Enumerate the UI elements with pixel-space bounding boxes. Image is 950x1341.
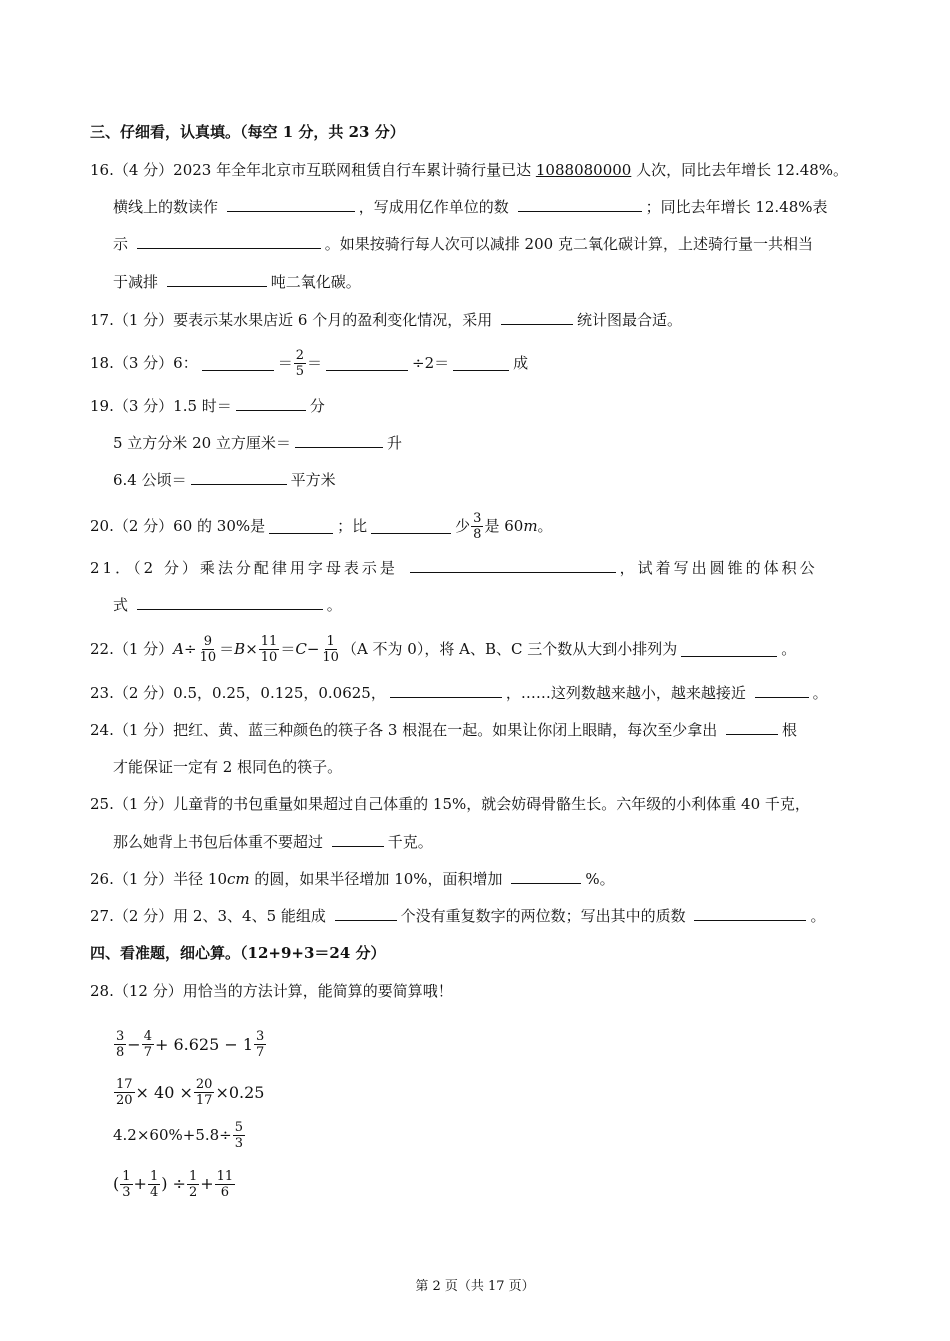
q16-text-5: 于减排 [113,273,163,291]
q20-text-5: 8 [473,526,482,542]
q28-e2-text-5: 17 [195,1093,213,1108]
q28-e1-text-3: − [127,1034,141,1054]
q18-text-6: ÷2＝ [412,354,450,372]
q25-text: 那么她背上书包后体重不要超过 [113,833,328,851]
question-22 [90,632,796,666]
question-19-line-3 [113,470,336,490]
question-16 [90,160,848,180]
answer-blank[interactable] [681,642,777,657]
question-25: 25.（1 分）儿童背的书包重量如果超过自己体重的 15%，就会妨碍骨骼生长。六年级的小利体重 40 千克， [90,795,810,813]
q28-e1-text-8: 7 [256,1045,265,1060]
q28-e2-text-6: ×0.25 [215,1082,265,1102]
q28-e3-text-2: 5 [234,1119,244,1135]
q28-e4-text-8: 1 [188,1168,198,1184]
q22-text: 22.（1 分） [90,640,174,658]
q28-e4-text-7: ) ÷ [161,1174,186,1193]
answer-blank[interactable] [191,470,287,485]
q23-text-2: ，……这列数越来越小，越来越接近 [505,684,751,702]
answer-blank[interactable] [453,356,509,371]
q18-text-4: 5 [295,363,305,379]
q16-read-label: 横线上的数读作 [113,198,223,216]
q23-text-3: 。 [812,684,828,702]
q16-text-6: 吨二氧化碳。 [270,273,361,291]
q20-text-4: 3 [473,510,482,526]
expression-3 [113,1113,246,1157]
q22-text-6: ＝ [219,640,235,658]
fraction [259,634,280,665]
q27-text-3: 。 [810,907,826,925]
fraction [471,511,483,542]
q28-e1-text-7: 3 [256,1029,265,1044]
q28-e4-text-6: 4 [149,1184,159,1200]
question-21 [90,558,818,578]
q19-text-3: 5 立方分米 20 立方厘米＝ [113,434,291,452]
q18-text-5: ＝ [307,354,323,372]
q21-text: 21．（2 分）乘法分配律用字母表示是 [90,559,406,577]
q22-text-10: 10 [260,649,278,665]
fraction [148,1169,160,1200]
answer-blank[interactable] [326,356,408,371]
answer-blank[interactable] [295,433,383,448]
answer-blank[interactable] [227,197,355,212]
question-26 [90,869,615,889]
q16-text-4: 。如果按骑行每人次可以减排 200 克二氧化碳计算，上述骑行量一共相当 [324,235,813,253]
answer-blank[interactable] [511,869,581,884]
fraction [114,1029,126,1060]
q28-e4-text-4: + [133,1174,147,1193]
q16-growth-label: ；同比去年增长 12.48%表 [645,198,828,216]
q16-text-3: 示 [113,235,133,253]
q28-e1-text-2: 8 [116,1045,125,1060]
q27-text-2: 个没有重复数字的两位数；写出其中的质数 [400,907,691,925]
q19-text-6: 平方米 [290,471,336,489]
q16-text-2: 人次，同比去年增长 12.48%。 [631,161,849,179]
section-3-title: 三、仔细看，认真填。（每空 1 分，共 23 分） [90,123,405,141]
fraction [233,1120,245,1151]
question-16-line-2 [113,197,828,217]
question-20 [90,509,553,543]
q28-e4-text-10: + [200,1174,214,1193]
question-17 [90,310,682,330]
q26-text-4: %。 [585,870,615,888]
q28-e2-text: 17 [116,1077,133,1092]
q28-e3-text-3: 3 [234,1135,244,1151]
q26-text: 26.（1 分）半径 10 [90,870,228,888]
q28-e1-text-5: 7 [143,1045,152,1060]
q17-text-2: 统计图最合适。 [577,311,683,329]
question-27 [90,906,825,926]
answer-blank[interactable] [167,272,267,287]
answer-blank[interactable] [390,683,502,698]
q26-text-3: 的圆，如果半径增加 10%，面积增加 [249,870,508,888]
q22-text-17: 。 [781,640,797,658]
q28-e4-text: ( [113,1174,120,1193]
q28-e3-text: 4.2×60%+5.8÷ [113,1126,232,1144]
answer-blank[interactable] [202,356,274,371]
q28-e4-text-2: 1 [122,1168,131,1184]
q20-text-7: m [523,517,538,535]
question-21-line-2 [113,595,342,615]
q19-text: 19.（3 分）1.5 时＝ [90,397,232,415]
q21-text-4: 。 [326,596,342,614]
answer-blank[interactable] [694,906,806,921]
question-23 [90,683,828,703]
q22-text-12: C [295,640,307,658]
fraction [215,1169,236,1200]
question-16-line-4 [113,272,361,292]
q28-e4-text-11: 11 [216,1168,234,1184]
q28-e4-text-5: 1 [149,1168,159,1184]
page-footer: 第 2 页（共 17 页） [415,1279,535,1294]
question-18 [90,346,528,380]
answer-blank[interactable] [410,558,616,573]
answer-blank[interactable] [755,683,809,698]
q22-text-4: 9 [203,633,212,649]
answer-blank[interactable] [236,396,306,411]
fraction [194,1077,215,1108]
q28-e1-text: 3 [116,1029,125,1044]
q22-text-16: （A 不为 0），将 A、B、C 三个数从大到小排列为 [341,640,678,658]
q19-text-5: 6.4 公顷＝ [113,471,187,489]
q26-text-2: cm [227,870,250,888]
question-16-line-3 [113,234,813,254]
q20-text-8: 。 [537,517,553,535]
q17-text: 17.（1 分）要表示某水果店近 6 个月的盈利变化情况，采用 [90,311,498,329]
q22-text-14: 1 [326,633,335,649]
answer-blank[interactable] [726,720,778,735]
q22-text-7: B [234,640,246,658]
q18-text: 18.（3 分）6： [90,354,198,372]
q28-e4-text-12: 6 [220,1184,230,1200]
answer-blank[interactable] [137,234,321,249]
q28-e1-text-4: 4 [143,1029,152,1044]
q28-e2-text-2: 20 [116,1093,133,1108]
q18-text-2: ＝ [277,354,293,372]
q20-text-2: ；比 [337,517,368,535]
q24-text: 24.（1 分）把红、黄、蓝三种颜色的筷子各 3 根混在一起。如果让你闭上眼睛，每次至少拿出 [90,721,723,739]
answer-blank[interactable] [137,595,323,610]
q25-text-2: 千克。 [387,833,433,851]
fraction [187,1169,199,1200]
q22-text-8: × [245,640,258,658]
q22-text-15: 10 [322,649,339,665]
answer-blank[interactable] [332,832,384,847]
expression-4 [113,1162,236,1206]
q18-text-7: 成 [513,354,529,372]
q20-text-3: 少 [455,517,471,535]
answer-blank[interactable] [335,906,397,921]
q27-text: 27.（2 分）用 2、3、4、5 能组成 [90,907,331,925]
section-4-title: 四、看准题，细心算。（12+9+3＝24 分） [90,944,386,962]
question-25-line-2 [113,832,433,852]
q22-text-11: ＝ [280,640,296,658]
q28-e2-text-3: × 40 × [135,1082,193,1102]
q21-text-3: 式 [113,596,133,614]
question-24-line-2: 才能保证一定有 2 根同色的筷子。 [113,758,343,776]
fraction [142,1029,154,1060]
answer-blank[interactable] [501,310,573,325]
q19-text-2: 分 [309,397,325,415]
question-24 [90,720,797,740]
fraction [320,634,341,665]
q22-text-5: 10 [199,649,217,665]
expression-1 [113,1013,267,1067]
answer-blank[interactable] [269,519,333,534]
fraction [120,1169,132,1200]
q16-number: 1088080000 [535,161,632,179]
q28-e2-text-4: 20 [195,1077,213,1092]
question-28: 28.（12 分）用恰当的方法计算，能简算的要简算哦！ [90,982,453,1000]
q22-text-3: ÷ [184,640,197,658]
fraction [198,634,219,665]
q19-text-4: 升 [386,434,402,452]
q28-e4-text-9: 2 [188,1184,198,1200]
question-19-line-2 [113,433,402,453]
fraction [114,1077,135,1108]
answer-blank[interactable] [371,519,451,534]
q23-text: 23.（2 分）0.5，0.25，0.125，0.0625， [90,684,386,702]
question-19 [90,396,325,416]
q16-yi-label: ，写成用亿作单位的数 [358,198,514,216]
q24-text-2: 根 [782,721,798,739]
q22-text-13: − [306,640,320,658]
q22-text-9: 11 [260,633,278,649]
q16-text: 16.（4 分）2023 年全年北京市互联网租赁自行车累计骑行量已达 [90,161,536,179]
q18-text-3: 2 [295,347,305,363]
fraction [294,348,306,379]
q28-e1-text-6: + 6.625 − 1 [154,1034,254,1054]
expression-2 [113,1061,264,1115]
q20-text-6: 是 60 [484,517,524,535]
fraction [254,1029,266,1060]
q28-e4-text-3: 3 [122,1184,131,1200]
q22-text-2: A [173,640,185,658]
answer-blank[interactable] [518,197,642,212]
q21-text-2: ，试着写出圆锥的体积公 [619,559,818,577]
q20-text: 20.（2 分）60 的 30%是 [90,517,266,535]
